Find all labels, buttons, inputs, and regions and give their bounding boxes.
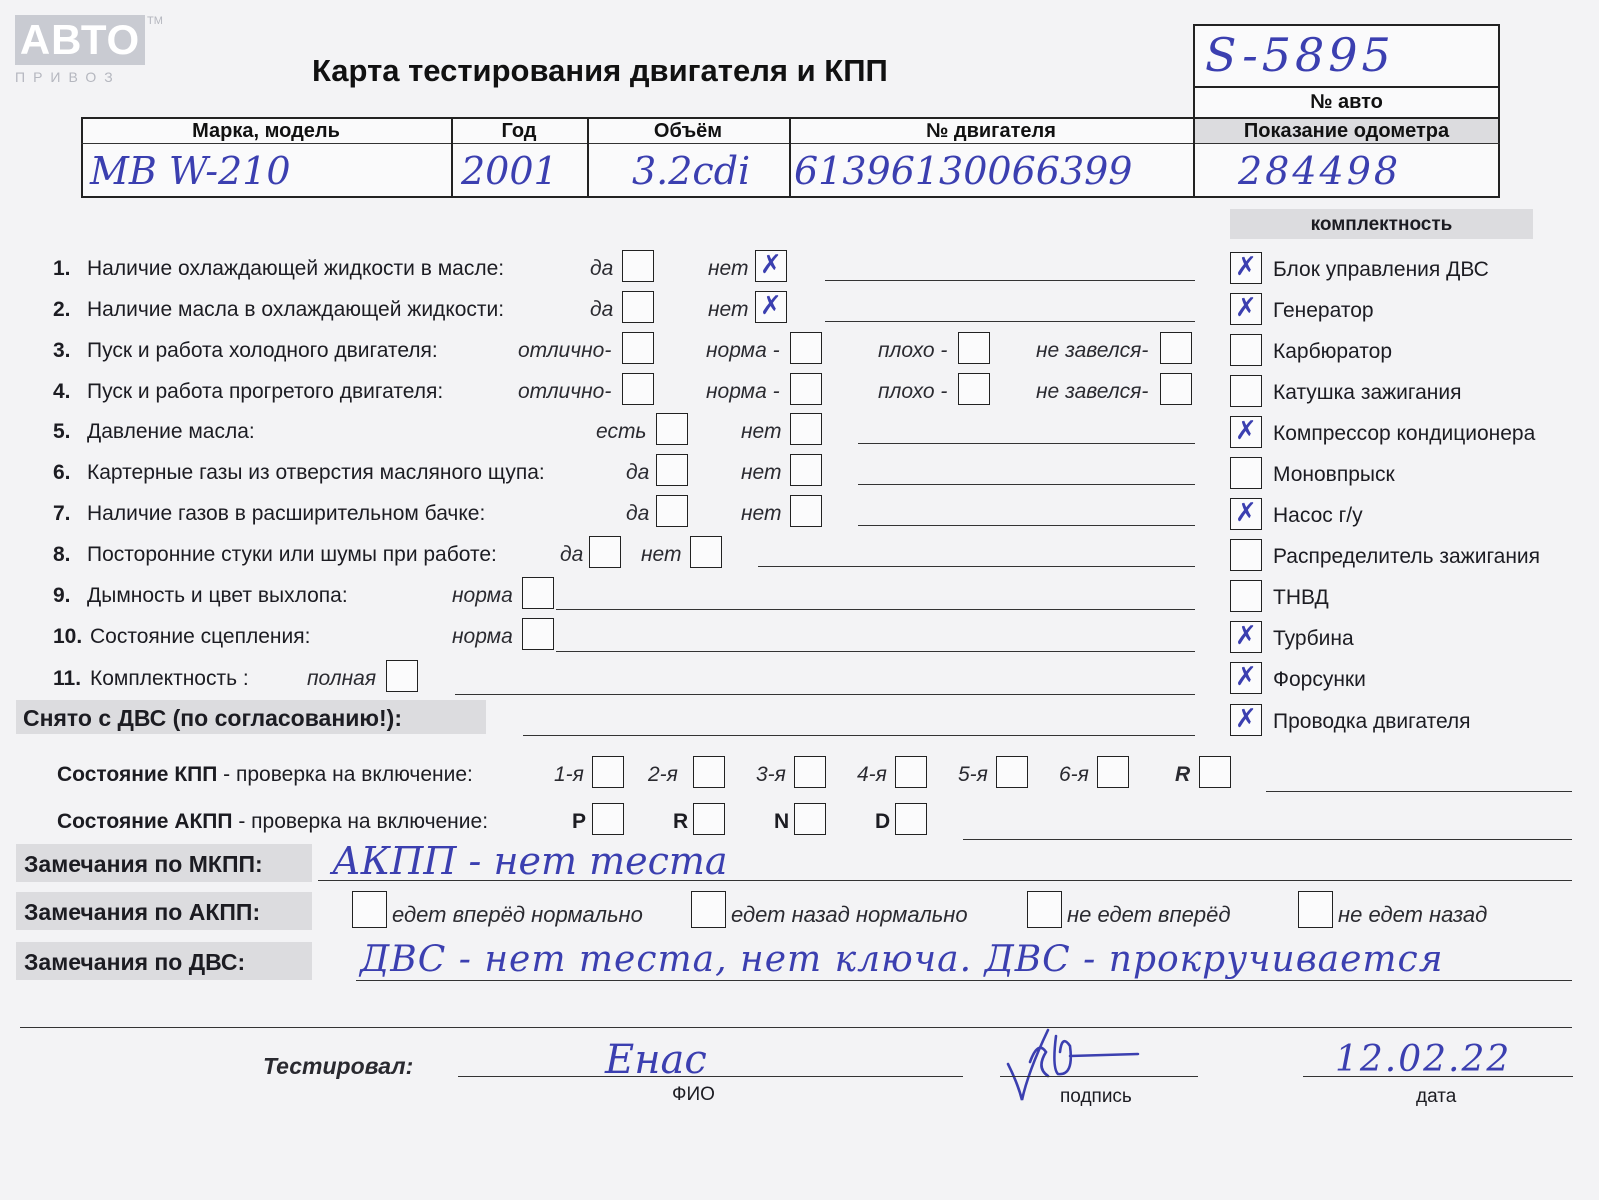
completeness-title: комплектность: [1310, 214, 1453, 235]
completeness-label-mono-injection: Моновпрыск: [1273, 463, 1395, 486]
q7-yes-label: да: [626, 502, 650, 525]
q4-number: 4.: [53, 380, 71, 403]
q4-excellent-label: отлично-: [518, 380, 612, 403]
completeness-checkbox-distributor[interactable]: [1230, 539, 1262, 571]
q3-normal-label: норма -: [706, 339, 780, 362]
akpp-no-reverse-checkbox[interactable]: [1298, 891, 1333, 928]
q1-yes-label: да: [590, 257, 614, 280]
kpp-gear-6-checkbox[interactable]: [1097, 756, 1129, 788]
kpp-gear-2-label: 2-я: [648, 763, 678, 786]
completeness-label-ps-pump: Насос г/у: [1273, 504, 1363, 527]
completeness-label-alternator: Генератор: [1273, 299, 1374, 322]
q7-no-label: нет: [741, 502, 782, 525]
q6-no-checkbox[interactable]: [790, 454, 822, 486]
kpp-gear-4-label: 4-я: [857, 763, 887, 786]
sign-caption: подпись: [1060, 1086, 1132, 1107]
q11-full-checkbox[interactable]: [386, 660, 418, 692]
akpp-label: [57, 811, 488, 832]
q4-normal-label: норма -: [706, 380, 780, 403]
completeness-checkbox-fuel-pump[interactable]: [1230, 580, 1262, 612]
logo-main-text: АВТО: [15, 15, 145, 65]
completeness-label-injectors: Форсунки: [1273, 668, 1366, 691]
q6-yes-label: да: [626, 461, 650, 484]
q4-excellent-checkbox[interactable]: [622, 373, 654, 405]
q10-number: 10.: [53, 625, 83, 648]
name-caption: ФИО: [672, 1084, 715, 1105]
q5-notes-line: [858, 443, 1195, 444]
mkpp-remarks-value: АКПП - нет теста: [332, 839, 728, 883]
q5-label: Давление масла:: [87, 420, 255, 443]
akpp-p-checkbox[interactable]: [592, 803, 624, 835]
kpp-gear-5-label: 5-я: [958, 763, 988, 786]
q9-number: 9.: [53, 584, 71, 607]
q3-excellent-checkbox[interactable]: [622, 332, 654, 364]
completeness-label-turbo: Турбина: [1273, 627, 1354, 650]
tested-by-label: Тестировал:: [263, 1053, 414, 1079]
kpp-notes-line: [1266, 791, 1572, 792]
completeness-mark-ecu: ✗: [1235, 252, 1257, 282]
q3-excellent-label: отлично-: [518, 339, 612, 362]
kpp-gear-2-checkbox[interactable]: [693, 756, 725, 788]
page-title: Карта тестирования двигателя и КПП: [312, 53, 888, 88]
akpp-remarks-label: Замечания по АКПП:: [24, 899, 261, 925]
q4-normal-checkbox[interactable]: [790, 373, 822, 405]
q10-normal-checkbox[interactable]: [522, 618, 554, 650]
q3-label: Пуск и работа холодного двигателя:: [87, 339, 438, 362]
q5-no-checkbox[interactable]: [790, 413, 822, 445]
q1-no-label: нет: [708, 257, 749, 280]
completeness-label-distributor: Распределитель зажигания: [1273, 545, 1541, 568]
q1-yes-checkbox[interactable]: [622, 250, 654, 282]
q4-bad-label: плохо -: [878, 380, 948, 403]
mkpp-remarks-line: [318, 880, 1572, 881]
date-caption: дата: [1416, 1086, 1457, 1107]
q6-number: 6.: [53, 461, 71, 484]
q8-notes-line: [758, 566, 1195, 567]
akpp-no-forward-label: не едет вперёд: [1067, 902, 1231, 927]
akpp-notes-line: [963, 839, 1572, 840]
tester-name-value: Енас: [605, 1037, 707, 1083]
q2-yes-label: да: [590, 298, 614, 321]
q6-yes-checkbox[interactable]: [656, 454, 688, 486]
kpp-gear-3-checkbox[interactable]: [794, 756, 826, 788]
q8-label: Посторонние стуки или шумы при работе:: [87, 543, 497, 566]
kpp-label-bold: Состояние КПП: [57, 763, 218, 786]
kpp-gear-1-label: 1-я: [554, 763, 584, 786]
q2-yes-checkbox[interactable]: [622, 291, 654, 323]
q4-bad-checkbox[interactable]: [958, 373, 990, 405]
q6-no-label: нет: [741, 461, 782, 484]
dvs-remarks-value: ДВС - нет теста, нет ключа. ДВС - прокручивается: [360, 939, 1444, 980]
completeness-label-ecu: Блок управления ДВС: [1273, 258, 1489, 281]
dvs-remarks-line: [356, 980, 1572, 981]
q5-yes-checkbox[interactable]: [656, 413, 688, 445]
akpp-no-reverse-label: не едет назад: [1338, 902, 1488, 927]
q7-label: Наличие газов в расширительном бачке:: [87, 502, 486, 525]
header-odometer: Показание одометра: [1243, 120, 1450, 142]
sign-line: [1000, 1076, 1198, 1077]
q1-no-mark: ✗: [760, 250, 782, 280]
kpp-label: [57, 764, 473, 785]
q2-label: Наличие масла в охлаждающей жидкости:: [87, 298, 505, 321]
completeness-mark-wiring: ✗: [1235, 704, 1257, 734]
avtoprivoz-logo: [15, 15, 145, 85]
dvs-remarks-label: Замечания по ДВС:: [24, 949, 246, 975]
q9-label: Дымность и цвет выхлопа:: [87, 584, 348, 607]
car-number-header: № авто: [1310, 91, 1383, 113]
q2-no-mark: ✗: [760, 291, 782, 321]
kpp-gear-r-label: R: [1175, 763, 1191, 786]
q5-yes-label: есть: [596, 420, 647, 443]
q11-label: Комплектность :: [90, 667, 249, 690]
header-volume: Объём: [653, 120, 723, 142]
completeness-mark-injectors: ✗: [1235, 662, 1257, 692]
akpp-p-label: P: [572, 810, 587, 833]
completeness-label-fuel-pump: ТНВД: [1273, 586, 1329, 609]
q5-number: 5.: [53, 420, 71, 443]
odometer-value: 284498: [1238, 149, 1402, 193]
car-number-value: S-5895: [1205, 28, 1395, 82]
q7-number: 7.: [53, 502, 71, 525]
completeness-label-carburetor: Карбюратор: [1273, 340, 1393, 363]
akpp-reverse-ok-label: едет назад нормально: [731, 902, 968, 927]
engine-no-value: 61396130066399: [794, 149, 1133, 193]
q4-label: Пуск и работа прогретого двигателя:: [87, 380, 444, 403]
removed-label: Снято с ДВС (по согласованию!):: [23, 705, 402, 731]
q9-normal-checkbox[interactable]: [522, 577, 554, 609]
logo-sub-text: ПРИВОЗ: [15, 69, 121, 85]
q4-nostart-checkbox[interactable]: [1160, 373, 1192, 405]
kpp-gear-5-checkbox[interactable]: [996, 756, 1028, 788]
q7-yes-checkbox[interactable]: [656, 495, 688, 527]
completeness-label-ignition-coil: Катушка зажигания: [1273, 381, 1462, 404]
kpp-gear-1-checkbox[interactable]: [592, 756, 624, 788]
kpp-gear-6-label: 6-я: [1059, 763, 1089, 786]
q10-label: Состояние сцепления:: [90, 625, 311, 648]
q8-yes-checkbox[interactable]: [589, 536, 621, 568]
q2-no-label: нет: [708, 298, 749, 321]
q3-bad-checkbox[interactable]: [958, 332, 990, 364]
akpp-d-label: D: [875, 810, 891, 833]
q10-notes-line: [556, 651, 1195, 652]
volume-value: 3.2cdi: [632, 149, 751, 193]
header-make: Марка, модель: [192, 120, 340, 142]
year-value: 2001: [461, 149, 558, 193]
date-value: 12.02.22: [1335, 1039, 1512, 1080]
logo-tm: ТМ: [147, 15, 163, 27]
q7-notes-line: [858, 525, 1195, 526]
name-line: [458, 1076, 963, 1077]
date-line: [1303, 1076, 1573, 1077]
akpp-reverse-ok-checkbox[interactable]: [691, 891, 726, 928]
q8-no-label: нет: [641, 543, 682, 566]
kpp-gear-3-label: 3-я: [756, 763, 786, 786]
q2-number: 2.: [53, 298, 71, 321]
completeness-mark-ps-pump: ✗: [1235, 498, 1257, 528]
q3-nostart-checkbox[interactable]: [1160, 332, 1192, 364]
akpp-n-label: N: [774, 810, 790, 833]
q6-label: Картерные газы из отверстия масляного щупа:: [87, 461, 545, 484]
akpp-label-rest: - проверка на включение:: [232, 810, 489, 833]
q11-full-label: полная: [307, 667, 377, 690]
q8-no-checkbox[interactable]: [690, 536, 722, 568]
completeness-label-wiring: Проводка двигателя: [1273, 710, 1471, 733]
akpp-r-label: R: [673, 810, 689, 833]
completeness-mark-turbo: ✗: [1235, 621, 1257, 651]
completeness-checkbox-ignition-coil[interactable]: [1230, 375, 1262, 407]
dvs-remarks-line-2: [20, 1027, 1572, 1028]
q3-number: 3.: [53, 339, 71, 362]
completeness-mark-ac-compressor: ✗: [1235, 416, 1257, 446]
q6-notes-line: [858, 484, 1195, 485]
q3-bad-label: плохо -: [878, 339, 948, 362]
completeness-mark-alternator: ✗: [1235, 293, 1257, 323]
make-value: МВ W-210: [90, 149, 291, 193]
q3-nostart-label: не завелся-: [1036, 339, 1149, 362]
header-engine: № двигателя: [926, 120, 1056, 142]
akpp-r-checkbox[interactable]: [693, 803, 725, 835]
completeness-checkbox-carburetor[interactable]: [1230, 334, 1262, 366]
completeness-label-ac-compressor: Компрессор кондиционера: [1273, 422, 1536, 445]
akpp-no-forward-checkbox[interactable]: [1027, 891, 1062, 928]
akpp-n-checkbox[interactable]: [794, 803, 826, 835]
akpp-d-checkbox[interactable]: [895, 803, 927, 835]
q11-number: 11.: [53, 667, 82, 690]
q4-nostart-label: не завелся-: [1036, 380, 1149, 403]
q1-label: Наличие охлаждающей жидкости в масле:: [87, 257, 505, 280]
akpp-forward-ok-label: едет вперёд нормально: [392, 902, 643, 927]
akpp-label-bold: Состояние АКПП: [57, 810, 233, 833]
q3-normal-checkbox[interactable]: [790, 332, 822, 364]
completeness-checkbox-mono-injection[interactable]: [1230, 457, 1262, 489]
q5-no-label: нет: [741, 420, 782, 443]
q9-normal-label: норма: [452, 584, 513, 607]
mkpp-remarks-label: Замечания по МКПП:: [24, 851, 263, 877]
q1-notes-line: [825, 280, 1195, 281]
q1-number: 1.: [53, 257, 71, 280]
q10-normal-label: норма: [452, 625, 513, 648]
q9-notes-line: [556, 609, 1195, 610]
header-year: Год: [501, 120, 537, 142]
kpp-label-rest: - проверка на включение:: [217, 763, 473, 786]
removed-notes-line: [523, 735, 1195, 736]
q8-number: 8.: [53, 543, 71, 566]
kpp-gear-4-checkbox[interactable]: [895, 756, 927, 788]
q2-notes-line: [825, 321, 1195, 322]
q7-no-checkbox[interactable]: [790, 495, 822, 527]
kpp-gear-r-checkbox[interactable]: [1199, 756, 1231, 788]
q11-notes-line: [455, 694, 1195, 695]
akpp-forward-ok-checkbox[interactable]: [352, 891, 387, 928]
q8-yes-label: да: [560, 543, 584, 566]
